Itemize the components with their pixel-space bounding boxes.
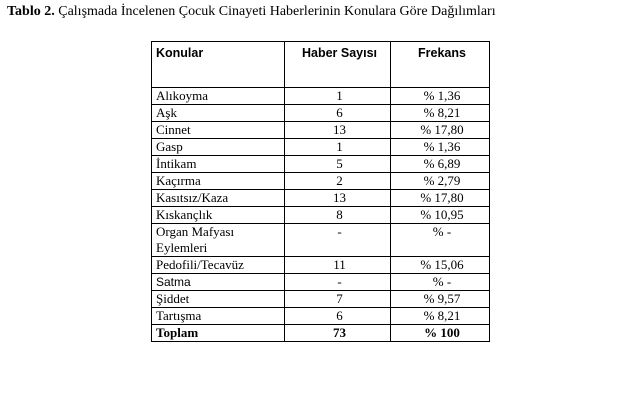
table-row: [152, 139, 490, 156]
frequency-cell: % 15,06: [391, 257, 490, 274]
topic-cell: Kaçırma: [152, 173, 285, 190]
topic-cell: Pedofili/Tecavüz: [152, 257, 285, 274]
frequency-cell: % 1,36: [391, 88, 490, 105]
topic-cell: Gasp: [152, 139, 285, 156]
header-topics: Konular: [152, 42, 285, 88]
table-row: [152, 173, 490, 190]
table-row: [152, 308, 490, 325]
caption-text: Çalışmada İncelenen Çocuk Cinayeti Haberlerinin Konulara Göre Dağılımları: [54, 4, 496, 19]
total-label: Toplam: [152, 325, 285, 342]
frequency-cell: % -: [391, 224, 490, 257]
topic-cell: Satma: [152, 274, 285, 291]
topic-cell: İntikam: [152, 156, 285, 173]
count-cell: -: [285, 274, 391, 291]
count-cell: 1: [285, 88, 391, 105]
table-row: [152, 291, 490, 308]
frequency-cell: % 8,21: [391, 105, 490, 122]
count-cell: -: [285, 224, 391, 257]
header-frequency: Frekans: [391, 42, 490, 88]
table-row: [152, 88, 490, 105]
count-cell: 6: [285, 308, 391, 325]
frequency-cell: % 2,79: [391, 173, 490, 190]
count-cell: 11: [285, 257, 391, 274]
frequency-cell: % 17,80: [391, 122, 490, 139]
count-cell: 8: [285, 207, 391, 224]
frequency-cell: % 1,36: [391, 139, 490, 156]
topic-cell: Kıskançlık: [152, 207, 285, 224]
count-cell: 5: [285, 156, 391, 173]
topic-cell: Tartışma: [152, 308, 285, 325]
frequency-cell: % 6,89: [391, 156, 490, 173]
frequency-cell: % 10,95: [391, 207, 490, 224]
total-count: 73: [285, 325, 391, 342]
count-cell: 13: [285, 190, 391, 207]
count-cell: 7: [285, 291, 391, 308]
table-row: [152, 257, 490, 274]
frequency-cell: % -: [391, 274, 490, 291]
table-row: [152, 105, 490, 122]
topic-cell: Kasıtsız/Kaza: [152, 190, 285, 207]
topic-cell: Cinnet: [152, 122, 285, 139]
frequency-cell: % 8,21: [391, 308, 490, 325]
topic-cell: Aşk: [152, 105, 285, 122]
topic-cell: Alıkoyma: [152, 88, 285, 105]
frequency-cell: % 9,57: [391, 291, 490, 308]
table-row: [152, 207, 490, 224]
table-row: [152, 190, 490, 207]
total-row: [152, 325, 490, 342]
topic-cell: Organ Mafyası Eylemleri: [152, 224, 285, 257]
count-cell: 6: [285, 105, 391, 122]
table-header-row: [152, 42, 490, 88]
table-row: [152, 224, 490, 257]
topic-frequency-table: [151, 41, 490, 342]
count-cell: 1: [285, 139, 391, 156]
topic-cell: Şiddet: [152, 291, 285, 308]
table-row: [152, 156, 490, 173]
table-row: [152, 122, 490, 139]
table-caption: [7, 4, 496, 20]
header-news-count: Haber Sayısı: [285, 42, 391, 88]
frequency-cell: % 17,80: [391, 190, 490, 207]
count-cell: 2: [285, 173, 391, 190]
caption-label: Tablo 2.: [7, 4, 55, 19]
total-frequency: % 100: [391, 325, 490, 342]
table-row: [152, 274, 490, 291]
count-cell: 13: [285, 122, 391, 139]
